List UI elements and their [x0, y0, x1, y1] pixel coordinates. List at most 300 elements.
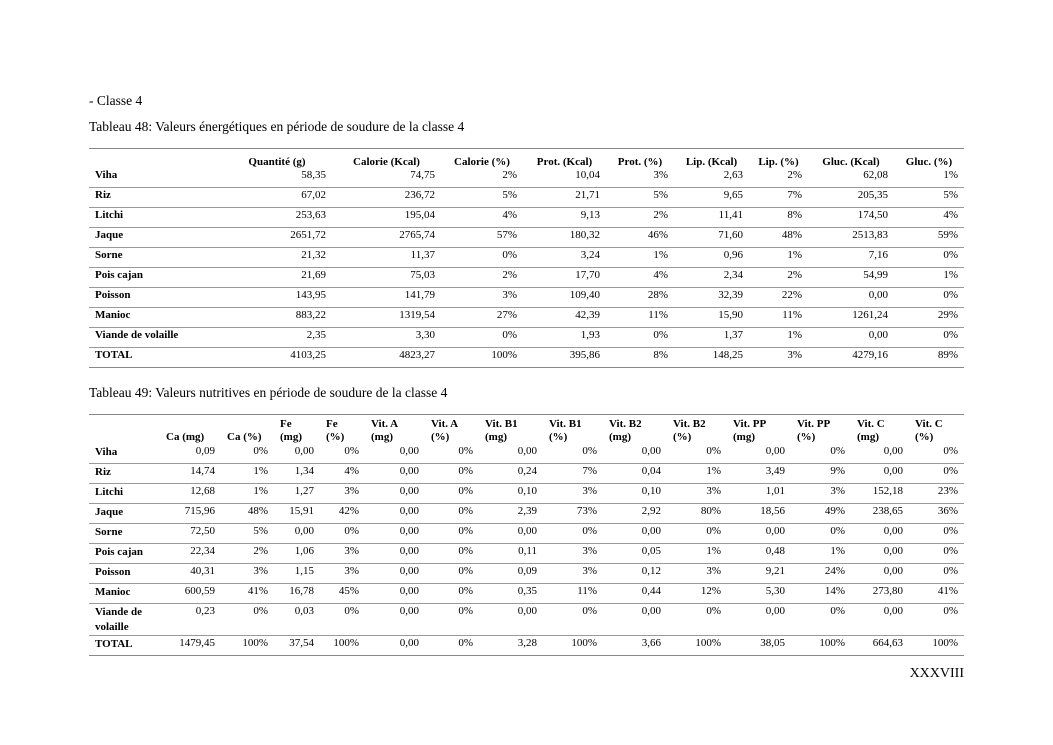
table-cell: 42%: [320, 504, 365, 524]
table-cell: 3,66: [603, 636, 667, 656]
table-cell: 0%: [606, 328, 674, 348]
header-cell: [274, 415, 320, 445]
table-cell: 0,00: [603, 604, 667, 636]
table-cell: 73%: [543, 504, 603, 524]
table-cell: 3%: [221, 564, 274, 584]
table-cell: 0,09: [195, 445, 215, 457]
row-label-text: Manioc: [95, 586, 131, 598]
table-cell: 24%: [791, 564, 851, 584]
header-cell: Calorie (Kcal): [353, 156, 420, 168]
table-cell: 11%: [543, 584, 603, 604]
table-cell: 0%: [543, 604, 603, 636]
table-cell: 715,96: [160, 504, 221, 524]
table-cell: 143,95: [222, 288, 332, 308]
table-cell: 0,00: [851, 604, 909, 636]
table-cell: 37,54: [274, 636, 320, 656]
table-cell: 0,00: [851, 564, 909, 584]
table-cell: 1,93: [523, 328, 606, 348]
table-cell: 9,13: [523, 208, 606, 228]
header-cell: [425, 415, 479, 445]
table-cell: 89%: [894, 348, 964, 368]
table-cell: 100%: [441, 348, 523, 368]
table-cell: 4%: [320, 464, 365, 484]
row-label: [89, 544, 160, 564]
header-cell: [727, 415, 791, 445]
row-label: [89, 564, 160, 584]
table-cell: 5%: [441, 188, 523, 208]
table-cell: 16,78: [274, 584, 320, 604]
table-cell: 36%: [909, 504, 964, 524]
header-text: (mg): [485, 431, 507, 443]
row-label: Sorne: [89, 248, 222, 268]
table-cell: 5,30: [727, 584, 791, 604]
table-49-nutrient-values: [89, 414, 964, 656]
row-label: Pois cajan: [89, 268, 222, 288]
row-label: Manioc: [89, 308, 222, 328]
table-cell: 3,30: [332, 328, 441, 348]
table-cell: 27%: [441, 308, 523, 328]
table-cell: 75,03: [332, 268, 441, 288]
table-row: [89, 248, 964, 268]
table-row: [89, 504, 964, 524]
table-cell: 1%: [943, 169, 958, 181]
table-cell: 2%: [606, 208, 674, 228]
table-cell: 3%: [543, 484, 603, 504]
table-row: [89, 228, 964, 248]
table-cell: 664,63: [851, 636, 909, 656]
table-cell: 28%: [606, 288, 674, 308]
header-text: (%): [549, 431, 568, 443]
header-text: (%): [797, 431, 816, 443]
table-cell: 11,37: [332, 248, 441, 268]
table-cell: 0,00: [727, 604, 791, 636]
table-cell: 1,27: [274, 484, 320, 504]
table-cell: 0,00: [399, 445, 419, 457]
table-cell: 18,56: [727, 504, 791, 524]
table-49-header-row: [89, 415, 964, 445]
table-cell: 3%: [441, 288, 523, 308]
header-cell: Gluc. (Kcal): [822, 156, 880, 168]
header-cell: [543, 415, 603, 445]
table-cell: 0%: [582, 445, 597, 457]
table-cell: 11%: [606, 308, 674, 328]
table-row: [89, 208, 964, 228]
table-cell: 49%: [791, 504, 851, 524]
table-cell: 0,00: [479, 604, 543, 636]
table-cell: 10,04: [575, 169, 600, 181]
table-cell: 15,91: [274, 504, 320, 524]
table-cell: 1%: [749, 248, 808, 268]
table-cell: 100%: [909, 636, 964, 656]
table-cell: 148,25: [674, 348, 749, 368]
table-cell: 48%: [749, 228, 808, 248]
header-text: (%): [431, 431, 450, 443]
table-cell: 100%: [791, 636, 851, 656]
table-cell: 67,02: [222, 188, 332, 208]
table-row: [89, 328, 964, 348]
table-cell: 1%: [791, 544, 851, 564]
table-cell: 1%: [667, 544, 727, 564]
header-text: (%): [915, 431, 934, 443]
table-cell: 0,00: [765, 445, 785, 457]
table-cell: 4823,27: [332, 348, 441, 368]
table-cell: 0%: [320, 604, 365, 636]
table-cell: 4279,16: [808, 348, 894, 368]
table-cell: 0,00: [479, 524, 543, 544]
table-row: [89, 168, 964, 188]
table-cell: 0%: [909, 604, 964, 636]
table-row: [89, 636, 964, 656]
header-text: Ca (%): [227, 431, 262, 443]
table-cell: 21,69: [222, 268, 332, 288]
table-cell: 5%: [221, 524, 274, 544]
table-cell: 0,00: [365, 584, 425, 604]
row-label: TOTAL: [89, 348, 222, 368]
table-cell: 4%: [441, 208, 523, 228]
table-row: [89, 544, 964, 564]
table-cell: 0%: [441, 248, 523, 268]
table-cell: 7,16: [808, 248, 894, 268]
table-row: [89, 444, 964, 464]
table-cell: 9,21: [727, 564, 791, 584]
table-cell: 1%: [894, 268, 964, 288]
table-cell: 3%: [320, 564, 365, 584]
page-number: XXXVIII: [909, 666, 964, 681]
table-cell: 2,63: [723, 169, 743, 181]
row-label: [89, 504, 160, 524]
table-cell: 0%: [253, 445, 268, 457]
header-text: Vit. B2: [609, 418, 642, 430]
table-cell: 1%: [606, 248, 674, 268]
table-cell: 0%: [458, 445, 473, 457]
header-text: (mg): [733, 431, 755, 443]
row-label: Viha: [95, 169, 118, 181]
header-text: Ca (mg): [166, 431, 205, 443]
table-cell: 0,00: [365, 564, 425, 584]
table-cell: 22,34: [160, 544, 221, 564]
table-cell: 9,65: [674, 188, 749, 208]
table-cell: 0%: [791, 524, 851, 544]
table-cell: 21,32: [222, 248, 332, 268]
table-cell: 0%: [909, 564, 964, 584]
header-text: (mg): [857, 431, 879, 443]
table-cell: 0,03: [274, 604, 320, 636]
header-text: (%): [326, 431, 345, 443]
table-cell: 0,00: [641, 445, 661, 457]
table-cell: 3%: [543, 544, 603, 564]
row-label-text: Litchi: [95, 486, 124, 498]
header-text: Vit. PP: [733, 418, 767, 430]
table-cell: 1,06: [274, 544, 320, 564]
table-cell: 0%: [425, 524, 479, 544]
table-cell: 29%: [894, 308, 964, 328]
table-row: [89, 308, 964, 328]
table-cell: 2%: [749, 268, 808, 288]
header-cell: Gluc. (%): [905, 156, 953, 168]
row-label-text: Riz: [95, 466, 111, 478]
section-label: - Classe 4: [89, 93, 143, 108]
table-cell: 3%: [320, 484, 365, 504]
table-row: [89, 564, 964, 584]
row-label: Jaque: [89, 228, 222, 248]
table-cell: 883,22: [222, 308, 332, 328]
table-cell: 1%: [749, 328, 808, 348]
table-cell: 2%: [502, 169, 517, 181]
table-48-header-row: [89, 149, 964, 169]
table-cell: 0,00: [365, 604, 425, 636]
table-cell: 0,00: [365, 544, 425, 564]
header-cell: [667, 415, 727, 445]
table-cell: 5%: [894, 188, 964, 208]
header-cell: Prot. (Kcal): [536, 156, 593, 168]
table-cell: 0,10: [603, 484, 667, 504]
table-cell: 0,00: [851, 544, 909, 564]
table-cell: 0,00: [808, 288, 894, 308]
header-text: Vit. B1: [485, 418, 518, 430]
table-cell: 58,35: [301, 169, 326, 181]
table-cell: 0%: [943, 445, 958, 457]
table-cell: 74,75: [410, 169, 435, 181]
table-cell: 0%: [667, 524, 727, 544]
table-cell: 109,40: [523, 288, 606, 308]
header-cell: [791, 415, 851, 445]
table-cell: 0,00: [365, 484, 425, 504]
table-cell: 0,00: [365, 524, 425, 544]
header-cell: [851, 415, 909, 445]
table-cell: 62,08: [863, 169, 888, 181]
table-cell: 7%: [543, 464, 603, 484]
table-cell: 0,11: [479, 544, 543, 564]
table-cell: 0%: [425, 484, 479, 504]
table-cell: 100%: [320, 636, 365, 656]
table-cell: 2513,83: [808, 228, 894, 248]
table-cell: 1%: [221, 484, 274, 504]
table-cell: 1,34: [274, 464, 320, 484]
table-cell: 0%: [909, 524, 964, 544]
table-cell: 0,00: [365, 504, 425, 524]
table-cell: 14%: [791, 584, 851, 604]
header-text: (mg): [371, 431, 393, 443]
header-text: Vit. A: [371, 418, 399, 430]
table-cell: 11%: [749, 308, 808, 328]
header-cell: [89, 415, 160, 445]
row-label: [89, 636, 160, 656]
table-cell: 3%: [667, 484, 727, 504]
table-cell: 21,71: [523, 188, 606, 208]
table-cell: 3%: [749, 348, 808, 368]
table-cell: 0,12: [603, 564, 667, 584]
table-cell: 205,35: [808, 188, 894, 208]
row-label-text: volaille: [95, 621, 129, 633]
table-cell: 1261,24: [808, 308, 894, 328]
table-row: [89, 584, 964, 604]
table-cell: 57%: [441, 228, 523, 248]
table-row: [89, 464, 964, 484]
row-label: [89, 584, 160, 604]
row-label: [89, 524, 160, 544]
table-cell: 71,60: [674, 228, 749, 248]
table-cell: 59%: [894, 228, 964, 248]
table-cell: 100%: [221, 636, 274, 656]
table-cell: 238,65: [851, 504, 909, 524]
table-cell: 141,79: [332, 288, 441, 308]
row-label-text: Viande de: [95, 606, 142, 618]
table-cell: 0%: [425, 636, 479, 656]
row-label-text: Pois cajan: [95, 546, 143, 558]
table-cell: 17,70: [523, 268, 606, 288]
table-cell: 12,68: [160, 484, 221, 504]
table-row: [89, 268, 964, 288]
table-cell: 0,04: [603, 464, 667, 484]
table-cell: 48%: [221, 504, 274, 524]
table-cell: 3%: [543, 564, 603, 584]
header-text: Vit. A: [431, 418, 459, 430]
table-cell: 5%: [606, 188, 674, 208]
table-cell: 600,59: [160, 584, 221, 604]
table-cell: 2,92: [603, 504, 667, 524]
header-text: (mg): [280, 431, 302, 443]
table-cell: 0%: [894, 248, 964, 268]
table-48-energy-values: [89, 148, 964, 368]
table-cell: 0%: [221, 604, 274, 636]
table-cell: 0%: [667, 604, 727, 636]
header-text: Vit. B2: [673, 418, 706, 430]
table-cell: 4%: [894, 208, 964, 228]
table-cell: 3%: [320, 544, 365, 564]
table-cell: 3%: [791, 484, 851, 504]
table-cell: 0,00: [603, 524, 667, 544]
table-cell: 11,41: [674, 208, 749, 228]
table-cell: 0,23: [160, 604, 221, 636]
table-cell: 0%: [425, 584, 479, 604]
table-cell: 80%: [667, 504, 727, 524]
table-cell: 0%: [830, 445, 845, 457]
table-cell: 236,72: [332, 188, 441, 208]
table-cell: 0,00: [365, 636, 425, 656]
row-label: [89, 444, 160, 464]
table-cell: 3%: [667, 564, 727, 584]
table-cell: 41%: [221, 584, 274, 604]
table-cell: 0%: [543, 524, 603, 544]
row-label-text: Poisson: [95, 566, 131, 578]
table-cell: 180,32: [523, 228, 606, 248]
table-cell: 0,48: [727, 544, 791, 564]
table-cell: 0%: [909, 544, 964, 564]
header-text: Vit. C: [915, 418, 943, 430]
row-label-text: Sorne: [95, 526, 123, 538]
row-label: Viande de volaille: [89, 328, 222, 348]
table-cell: 2,35: [222, 328, 332, 348]
table-cell: 0%: [344, 445, 359, 457]
table-cell: 0,00: [294, 445, 314, 457]
row-label-text: Viha: [95, 446, 118, 458]
table-cell: 42,39: [523, 308, 606, 328]
table-cell: 0%: [320, 524, 365, 544]
table-row: [89, 348, 964, 368]
table-cell: 32,39: [674, 288, 749, 308]
table-cell: 0,00: [883, 445, 903, 457]
table-cell: 38,05: [727, 636, 791, 656]
row-label-text: TOTAL: [95, 638, 133, 650]
header-text: Vit. C: [857, 418, 885, 430]
table-cell: 8%: [749, 208, 808, 228]
table-cell: 2,34: [674, 268, 749, 288]
table-cell: 1,01: [727, 484, 791, 504]
table-cell: 0%: [909, 464, 964, 484]
table-cell: 2%: [441, 268, 523, 288]
table-row: [89, 188, 964, 208]
header-cell: Prot. (%): [617, 156, 663, 168]
header-cell: [365, 415, 425, 445]
table-cell: 1%: [221, 464, 274, 484]
table-cell: 2%: [787, 169, 802, 181]
table-cell: 152,18: [851, 484, 909, 504]
header-cell: Calorie (%): [454, 156, 510, 168]
table-cell: 0,00: [851, 524, 909, 544]
table-cell: 0%: [425, 504, 479, 524]
table-cell: 0%: [425, 564, 479, 584]
table-cell: 2,39: [479, 504, 543, 524]
table-row: [89, 604, 964, 636]
table-cell: 395,86: [523, 348, 606, 368]
table-cell: 0,44: [603, 584, 667, 604]
row-label-text: Jaque: [95, 506, 124, 518]
table-cell: 54,99: [808, 268, 894, 288]
header-text: Vit. B1: [549, 418, 582, 430]
table-cell: 15,90: [674, 308, 749, 328]
table-row: [89, 524, 964, 544]
row-label: Litchi: [89, 208, 222, 228]
header-cell: [160, 415, 221, 445]
table-cell: 0,00: [727, 524, 791, 544]
row-label: Poisson: [89, 288, 222, 308]
table-cell: 273,80: [851, 584, 909, 604]
table-cell: 22%: [749, 288, 808, 308]
table-cell: 1479,45: [160, 636, 221, 656]
table-49-caption: Tableau 49: Valeurs nutritives en période de soudure de la classe 4: [89, 385, 448, 400]
table-cell: 72,50: [160, 524, 221, 544]
table-cell: 0,00: [274, 524, 320, 544]
table-cell: 23%: [909, 484, 964, 504]
table-cell: 0,00: [365, 464, 425, 484]
table-cell: 0,10: [479, 484, 543, 504]
table-cell: 3,24: [523, 248, 606, 268]
table-cell: 0%: [425, 544, 479, 564]
table-cell: 174,50: [808, 208, 894, 228]
table-cell: 14,74: [160, 464, 221, 484]
table-cell: 0%: [791, 604, 851, 636]
table-48-caption: Tableau 48: Valeurs énergétiques en période de soudure de la classe 4: [89, 119, 465, 134]
row-label: [89, 484, 160, 504]
table-cell: 0,00: [851, 464, 909, 484]
table-row: [89, 484, 964, 504]
row-label: [89, 464, 160, 484]
row-label: [89, 604, 160, 636]
header-text: (%): [673, 431, 692, 443]
table-cell: 45%: [320, 584, 365, 604]
table-cell: 0,35: [479, 584, 543, 604]
table-cell: 0,00: [808, 328, 894, 348]
table-cell: 0%: [706, 445, 721, 457]
table-cell: 0%: [425, 604, 479, 636]
header-cell: [909, 415, 964, 445]
header-cell: [221, 415, 274, 445]
header-cell: Lip. (%): [758, 156, 799, 168]
table-cell: 9%: [791, 464, 851, 484]
header-text: (mg): [609, 431, 631, 443]
table-cell: 1319,54: [332, 308, 441, 328]
table-cell: 0,09: [479, 564, 543, 584]
